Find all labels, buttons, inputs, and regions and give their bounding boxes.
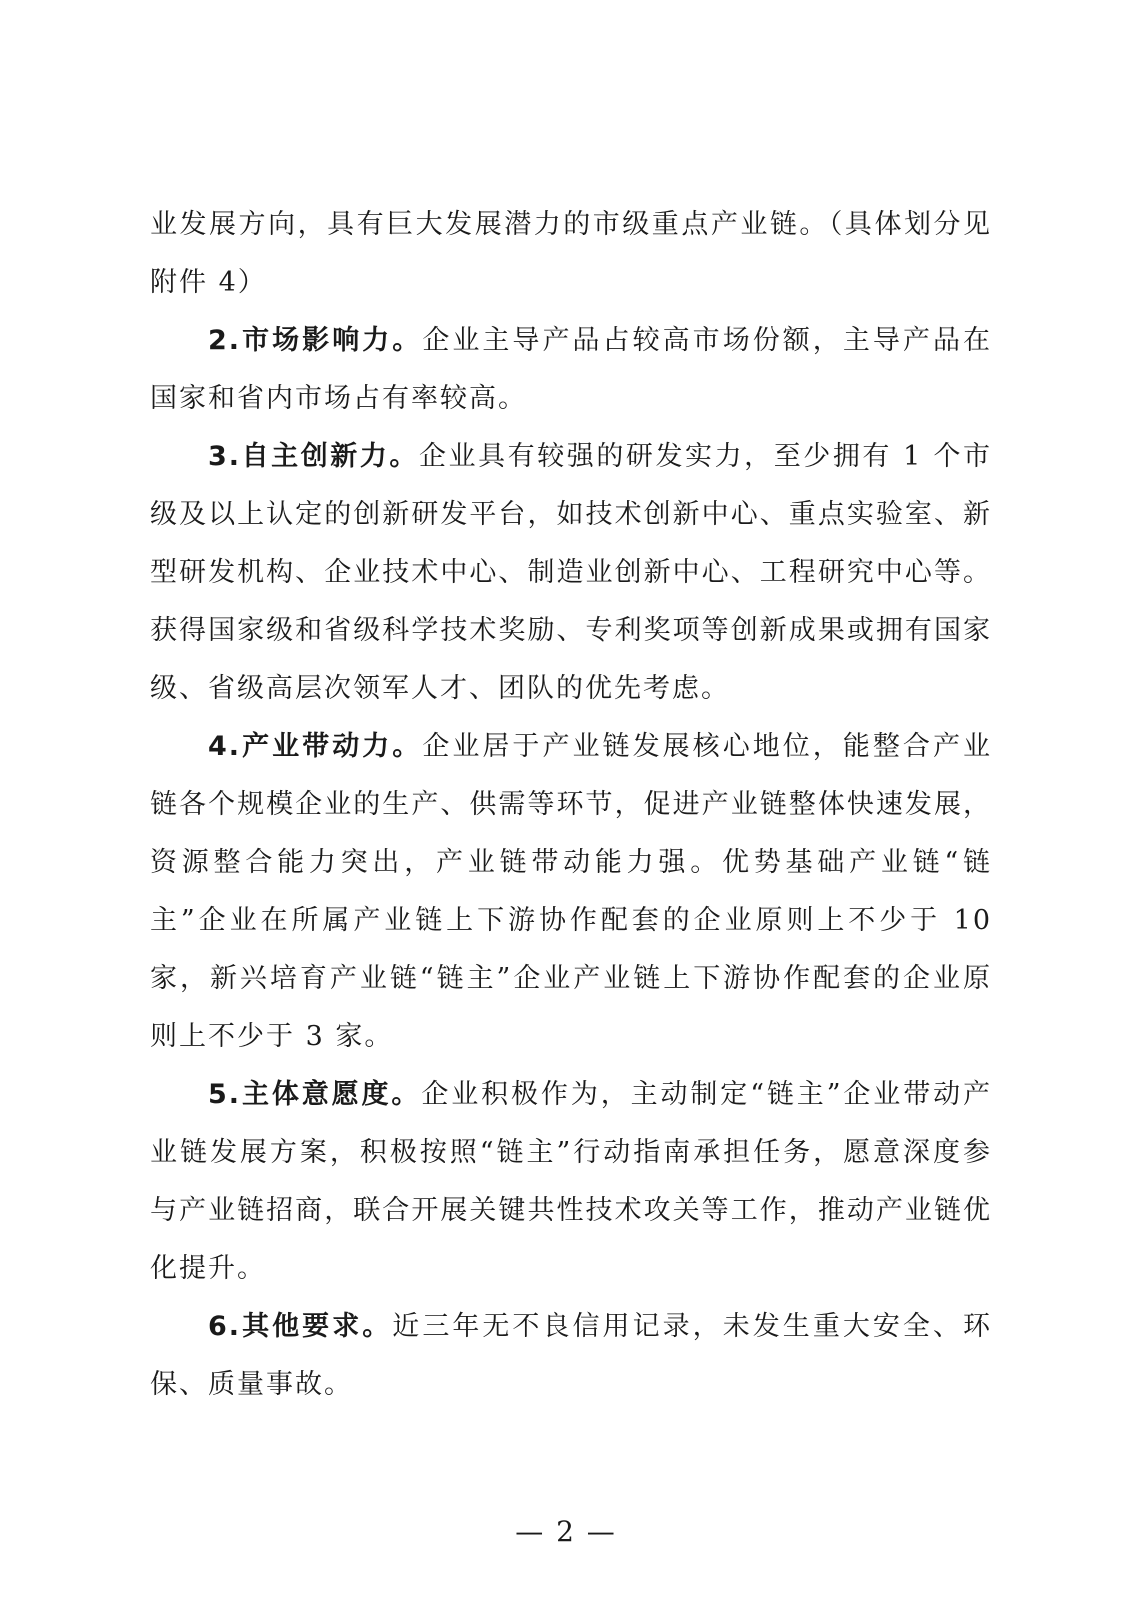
paragraph-label: 5.主体意愿度。 bbox=[208, 1079, 422, 1110]
paragraph-label: 2.市场影响力。 bbox=[208, 325, 423, 356]
paragraph-willingness bbox=[150, 1066, 992, 1298]
paragraph-continuation bbox=[150, 196, 992, 312]
paragraph-text: 企业主导产品占较高市场份额，主导产品在国家和省内市场占有率较高。 bbox=[150, 325, 992, 414]
paragraph-innovation bbox=[150, 428, 992, 718]
paragraph-market-influence bbox=[150, 312, 992, 428]
paragraph-industry-driving bbox=[150, 718, 992, 1066]
paragraph-text: 企业积极作为，主动制定“链主”企业带动产业链发展方案，积极按照“链主”行动指南承担任务，愿意深度参与产业链招商，联合开展关键共性技术攻关等工作，推动产业链优化提升。 bbox=[150, 1079, 992, 1284]
page-number: — 2 — bbox=[515, 1515, 617, 1548]
paragraph-text: 近三年无不良信用记录，未发生重大安全、环保、质量事故。 bbox=[150, 1311, 993, 1400]
paragraph-label: 6.其他要求。 bbox=[208, 1311, 393, 1342]
document-body bbox=[150, 196, 992, 1414]
paragraph-text: 业发展方向，具有巨大发展潜力的市级重点产业链。（具体划分见附件 4） bbox=[150, 209, 992, 298]
paragraph-label: 4.产业带动力。 bbox=[208, 731, 423, 762]
paragraph-label: 3.自主创新力。 bbox=[208, 441, 419, 472]
paragraph-other-requirements bbox=[150, 1298, 992, 1414]
paragraph-text: 企业具有较强的研发实力，至少拥有 1 个市级及以上认定的创新研发平台，如技术创新中心、重点实验室、新型研发机构、企业技术中心、制造业创新中心、工程研究中心等。获得国家级和省级科学技术奖励、专利奖项等创新成果或拥有国家级、省级高层次领军人才、团队的优先考虑。 bbox=[150, 441, 993, 704]
paragraph-text: 企业居于产业链发展核心地位，能整合产业链各个规模企业的生产、供需等环节，促进产业链整体快速发展，资源整合能力突出，产业链带动能力强。优势基础产业链“链主”企业在所属产业链上下游协作配套的企业原则上不少于 10 家，新兴培育产业链“链主”企业产业链上下游协作配套的企业原则上不少于 3 家。 bbox=[150, 731, 992, 1052]
